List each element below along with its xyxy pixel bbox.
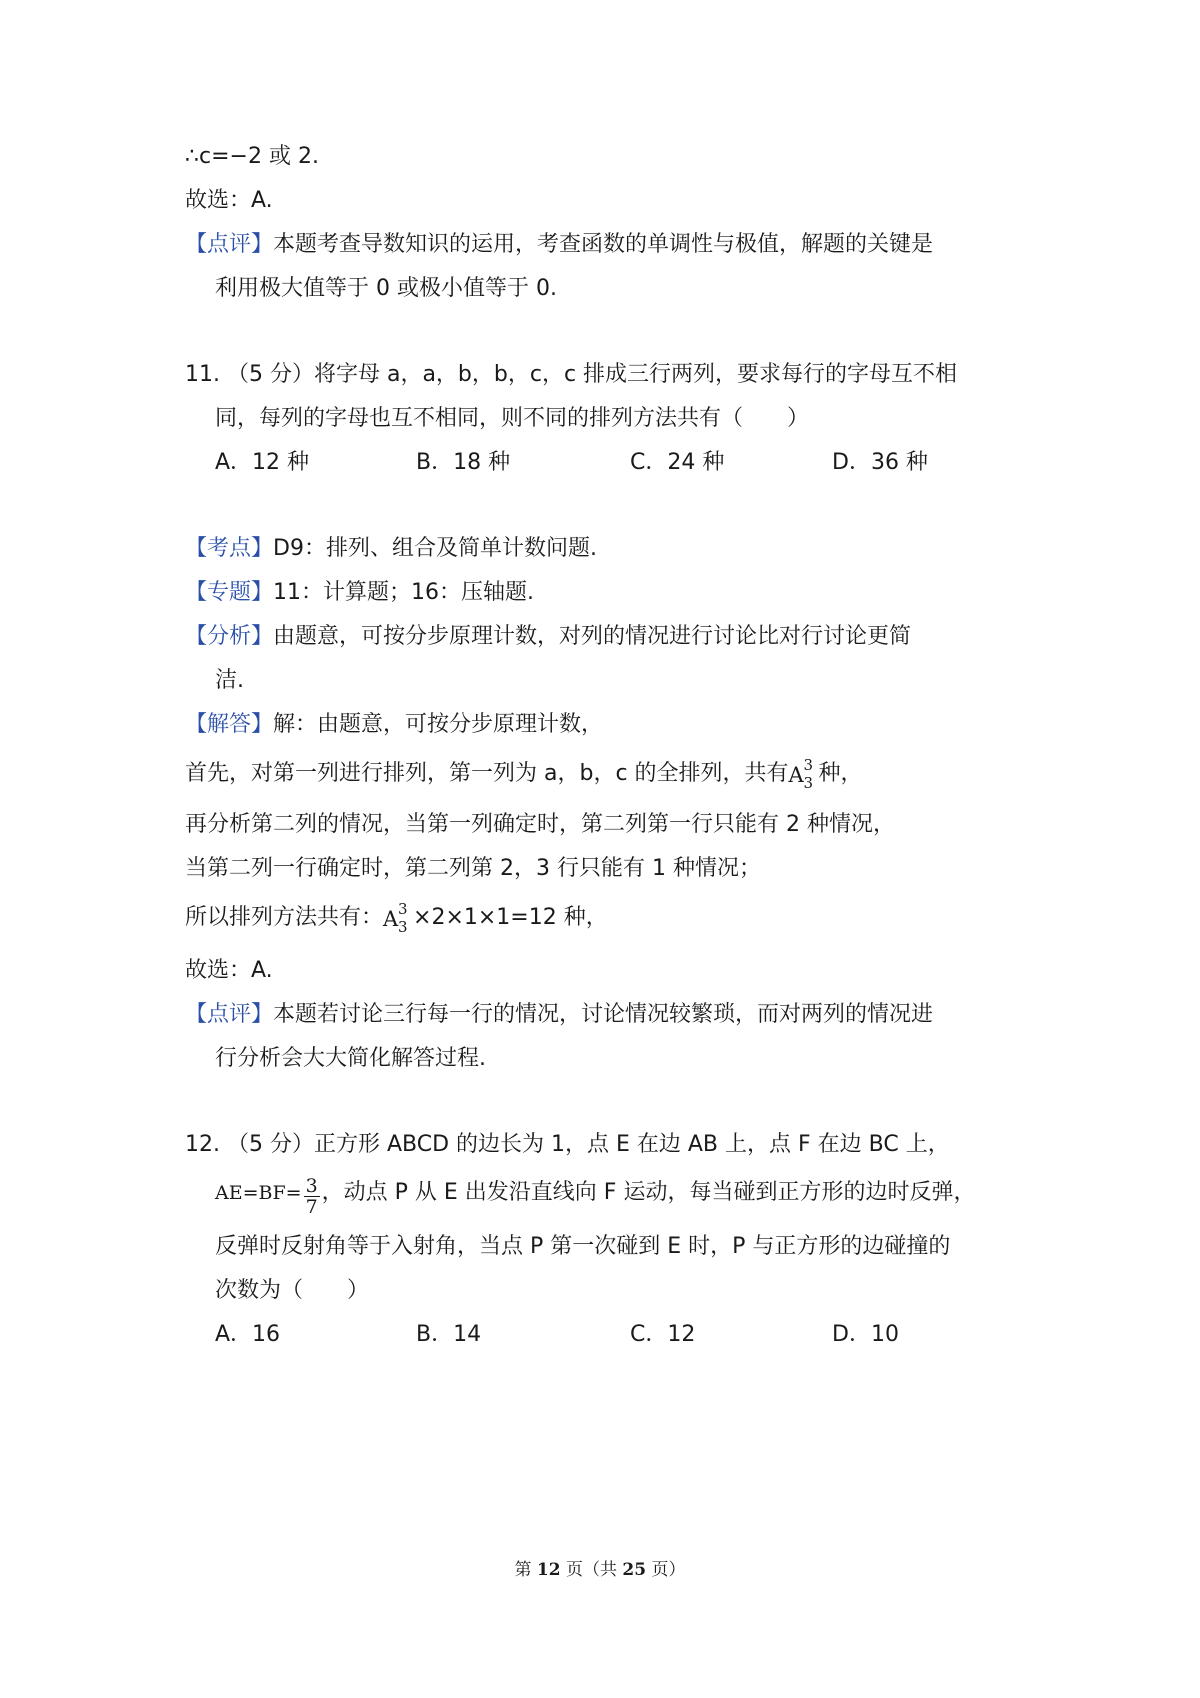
q11-kaodian: [185, 534, 597, 564]
comment-text: 本题若讨论三行每一行的情况，讨论情况较繁琐，而对两列的情况进: [273, 1002, 934, 1027]
kaodian-text: D9：排列、组合及简单计数问题.: [273, 536, 597, 561]
prev-comment-cont: 利用极大值等于 0 或极小值等于 0.: [215, 276, 557, 301]
q11-comment: [185, 1000, 933, 1030]
q11-option-c: C．24 种: [630, 450, 725, 475]
q11-answer-select: 故选：A.: [185, 958, 273, 983]
q11-stem-cont: 同，每列的字母也互不相同，则不同的排列方法共有（ ）: [215, 406, 810, 431]
sol-text: 首先，对第一列进行排列，第一列为 a，b，c 的全排列，共有: [185, 761, 789, 786]
page-footer: 第 12 页（共 25 页）: [514, 1560, 686, 1580]
jieda-text: 解：由题意，可按分步原理计数，: [273, 712, 604, 737]
fenxi-tag: 【分析】: [185, 624, 274, 649]
stem-text: ，动点 P 从 E 出发沿直线向 F 运动，每当碰到正方形的边时反弹，: [321, 1180, 976, 1205]
q12-option-d: D．10: [832, 1322, 899, 1347]
kaodian-tag: 【考点】: [185, 536, 274, 561]
ae-bf-label: AE=BF=: [215, 1182, 302, 1204]
q12-stem-cont: [215, 1176, 975, 1217]
q11-fenxi: [185, 622, 911, 652]
q11-solution-step1: [185, 756, 863, 792]
zhuanti-text: 11：计算题；16：压轴题.: [273, 580, 534, 605]
q11-zhuanti: [185, 578, 534, 608]
q11-solution-total: [185, 900, 608, 936]
permutation-symbol: A 3 3: [383, 900, 408, 936]
q12-option-c: C．12: [630, 1322, 696, 1347]
prev-answer-select: 故选：A.: [185, 188, 273, 213]
q11-option-a: A．12 种: [215, 450, 310, 475]
comment-tag: 【点评】: [185, 1002, 274, 1027]
q11-option-d: D．36 种: [832, 450, 928, 475]
page-total: 25: [622, 1560, 647, 1580]
q12-stem-cont3: 次数为（ ）: [215, 1278, 370, 1303]
q11-option-b: B．18 种: [416, 450, 511, 475]
prev-conclusion: ∴c=−2 或 2.: [185, 144, 319, 169]
fenxi-text: 由题意，可按分步原理计数，对列的情况进行讨论比对行讨论更简: [273, 624, 912, 649]
q12-stem: 12. （5 分）正方形 ABCD 的边长为 1，点 E 在边 AB 上，点 F 在边 BC 上，: [185, 1132, 950, 1157]
q11-solution-step2: 再分析第二列的情况，当第一列确定时，第二列第一行只能有 2 种情况，: [185, 812, 895, 837]
jieda-tag: 【解答】: [185, 712, 274, 737]
q12-option-b: B．14: [416, 1322, 482, 1347]
fraction-three-sevenths: $\frac{3}{7}$: [305, 1175, 318, 1218]
q11-jieda: [185, 710, 603, 740]
sol-text-end: 种，: [818, 761, 863, 786]
q11-stem: 11. （5 分）将字母 a，a，b，b，c，c 排成三行两列，要求每行的字母互不相: [185, 362, 958, 387]
q11-comment-cont: 行分析会大大简化解答过程.: [215, 1046, 486, 1071]
total-text: 所以排列方法共有：: [185, 905, 384, 930]
q12-option-a: A．16: [215, 1322, 281, 1347]
q12-stem-cont2: 反弹时反射角等于入射角，当点 P 第一次碰到 E 时，P 与正方形的边碰撞的: [215, 1234, 951, 1259]
comment-tag: 【点评】: [185, 232, 274, 257]
zhuanti-tag: 【专题】: [185, 580, 274, 605]
q11-fenxi-cont: 洁.: [215, 668, 244, 693]
permutation-symbol: A 3 3: [788, 756, 814, 792]
q11-solution-step3: 当第二列一行确定时，第二列第 2，3 行只能有 1 种情况；: [185, 856, 761, 881]
total-text-end: ×2×1×1=12 种，: [413, 905, 608, 930]
comment-text: 本题考查导数知识的运用，考查函数的单调性与极值，解题的关键是: [273, 232, 934, 257]
prev-comment: [185, 230, 933, 260]
page-number: 12: [536, 1560, 561, 1580]
